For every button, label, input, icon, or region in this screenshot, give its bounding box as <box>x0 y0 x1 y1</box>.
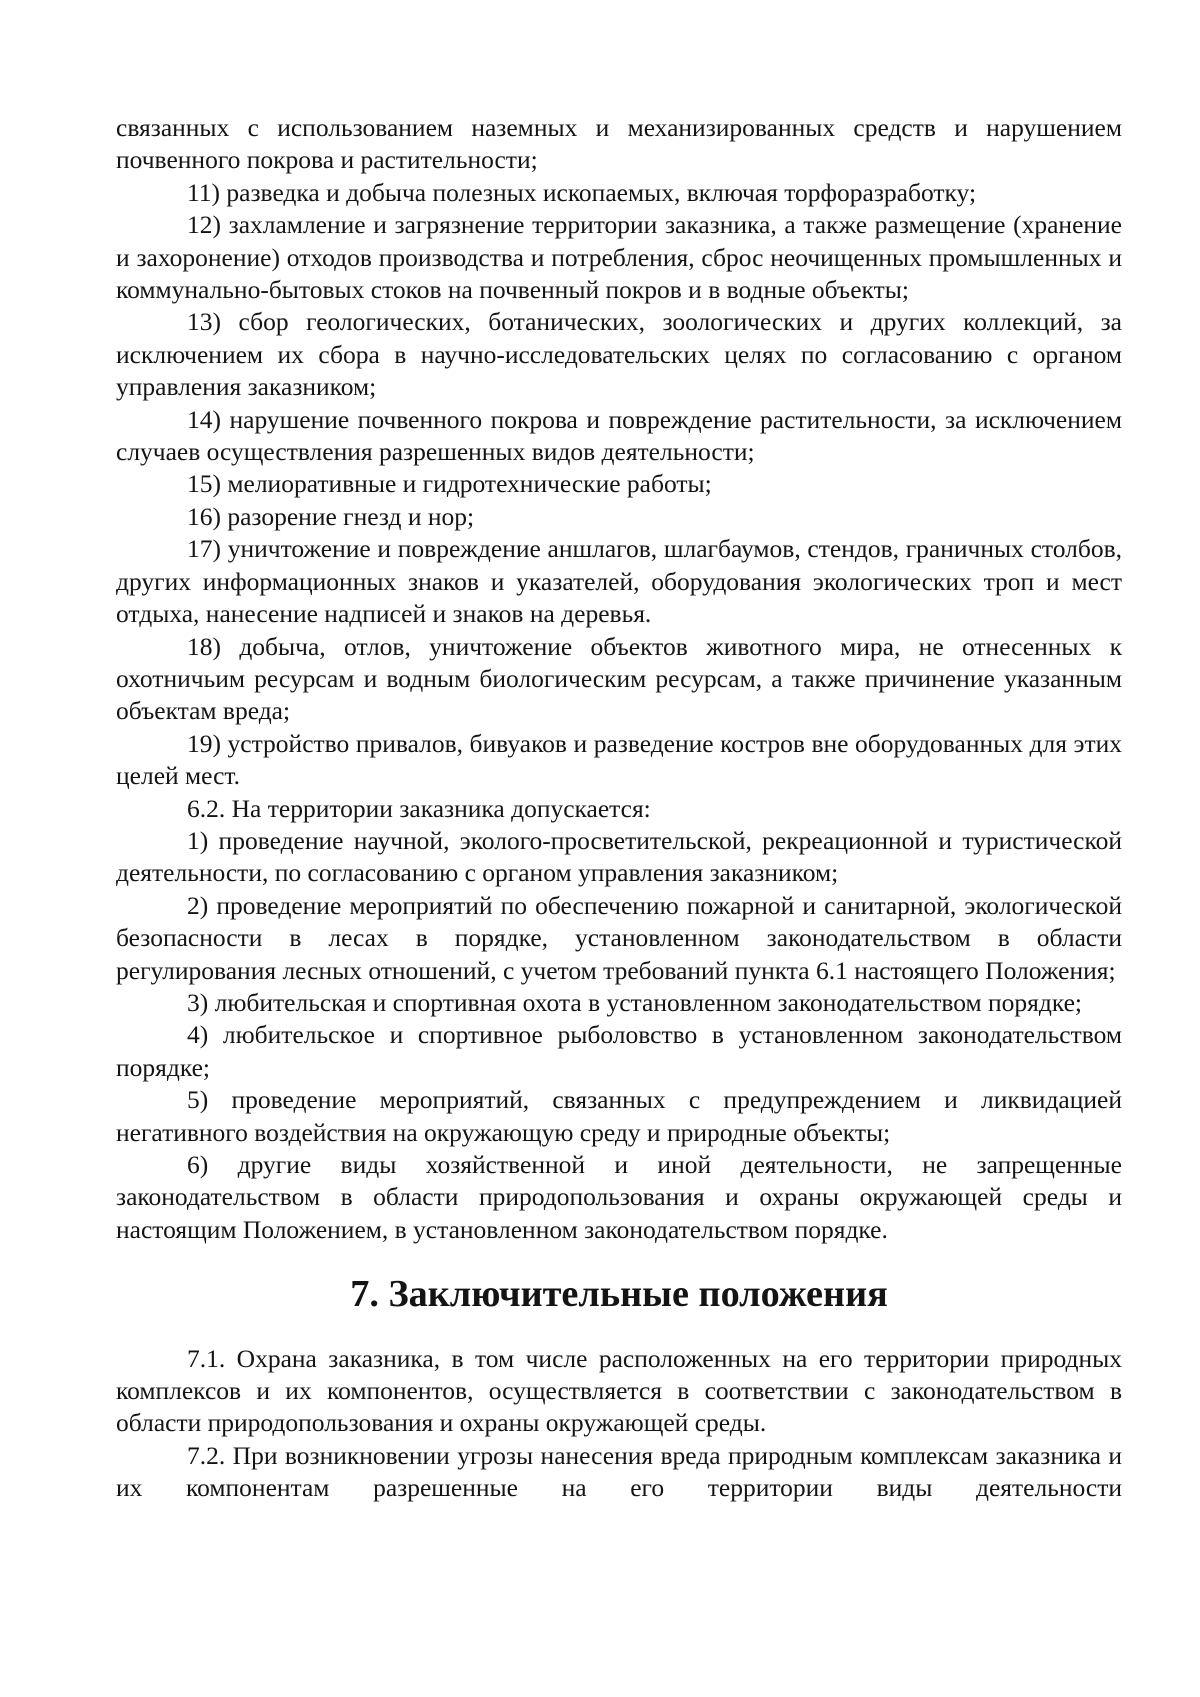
paragraph-allowed-1: 1) проведение научной, эколого-просветительской, рекреационной и туристической деятельности, по согласованию с органом управления заказником; <box>116 825 1122 888</box>
paragraph-allowed-3: 3) любительская и спортивная охота в установленном законодательством порядке; <box>187 987 1083 1017</box>
paragraph-item-19: 19) устройство привалов, бивуаков и разведение костров вне оборудованных для этих целей мест. <box>116 728 1122 791</box>
paragraph-clause-6-2: 6.2. На территории заказника допускается: <box>187 793 651 823</box>
paragraph-item-15: 15) мелиоративные и гидротехнические работы; <box>187 469 712 499</box>
paragraph-allowed-6: 6) другие виды хозяйственной и иной деятельности, не запрещенные законодательством в области природопользования и охраны окружающей среды и настоящим Положением, в установленном законодательством порядке. <box>116 1150 1122 1244</box>
paragraphs-top <box>116 112 1122 1246</box>
paragraph-allowed-2: 2) проведение мероприятий по обеспечению пожарной и санитарной, экологической безопасности в лесах в порядке, установленном законодательством в области регулирования лесных отношений, с учетом требований пункта 6.1 настоящего Положения; <box>116 890 1122 985</box>
section-heading: 7. Заключительные положения <box>350 1273 888 1316</box>
paragraph-clause-7-2: 7.2. При возникновении угрозы нанесения вреда природным комплексам заказника и их компонентам разрешенные на его территории виды деятельности <box>116 1440 1122 1503</box>
paragraph-allowed-4: 4) любительское и спортивное рыболовство в установленном законодательством порядке; <box>116 1020 1122 1082</box>
paragraph-item-14: 14) нарушение почвенного покрова и повреждение растительности, за исключением случаев осуществления разрешенных видов деятельности; <box>116 404 1122 467</box>
paragraph-item-11: 11) разведка и добыча полезных ископаемых, включая торфоразработку; <box>187 177 977 207</box>
paragraph-item-17: 17) уничтожение и повреждение аншлагов, шлагбаумов, стендов, граничных столбов, других информационных знаков и указателей, оборудования экологических троп и мест отдыха, нанесение надписей и знаков на деревья. <box>116 534 1122 629</box>
paragraph-clause-7-1: 7.1. Охрана заказника, в том числе расположенных на его территории природных комплексов и их компонентов, осуществляется в соответствии с законодательством в области природопользования и охраны окружающей среды. <box>116 1343 1122 1438</box>
paragraph-allowed-5: 5) проведение мероприятий, связанных с предупреждением и ликвидацией негативного воздействия на окружающую среду и природные объекты; <box>116 1085 1122 1147</box>
paragraphs-bottom <box>116 1343 1122 1505</box>
paragraph-item-13: 13) сбор геологических, ботанических, зоологических и других коллекций, за исключением их сбора в научно-исследовательских целях по согласованию с органом управления заказником; <box>116 307 1122 402</box>
paragraph-item-12: 12) захламление и загрязнение территории заказника, а также размещение (хранение и захоронение) отходов производства и потребления, сброс неочищенных промышленных и коммунально-бытовых стоков на почвенный покров и в водные объекты; <box>116 210 1122 305</box>
paragraph-item-18: 18) добыча, отлов, уничтожение объектов животного мира, не отнесенных к охотничьим ресурсам и водным биологическим ресурсам, а также причинение указанным объектам вреда; <box>116 631 1122 726</box>
paragraph-item-16: 16) разорение гнезд и нор; <box>187 501 475 531</box>
paragraph-continuation: связанных с использованием наземных и механизированных средств и нарушением почвенного покрова и растительности; <box>116 113 1122 175</box>
document-page <box>116 112 1122 1505</box>
